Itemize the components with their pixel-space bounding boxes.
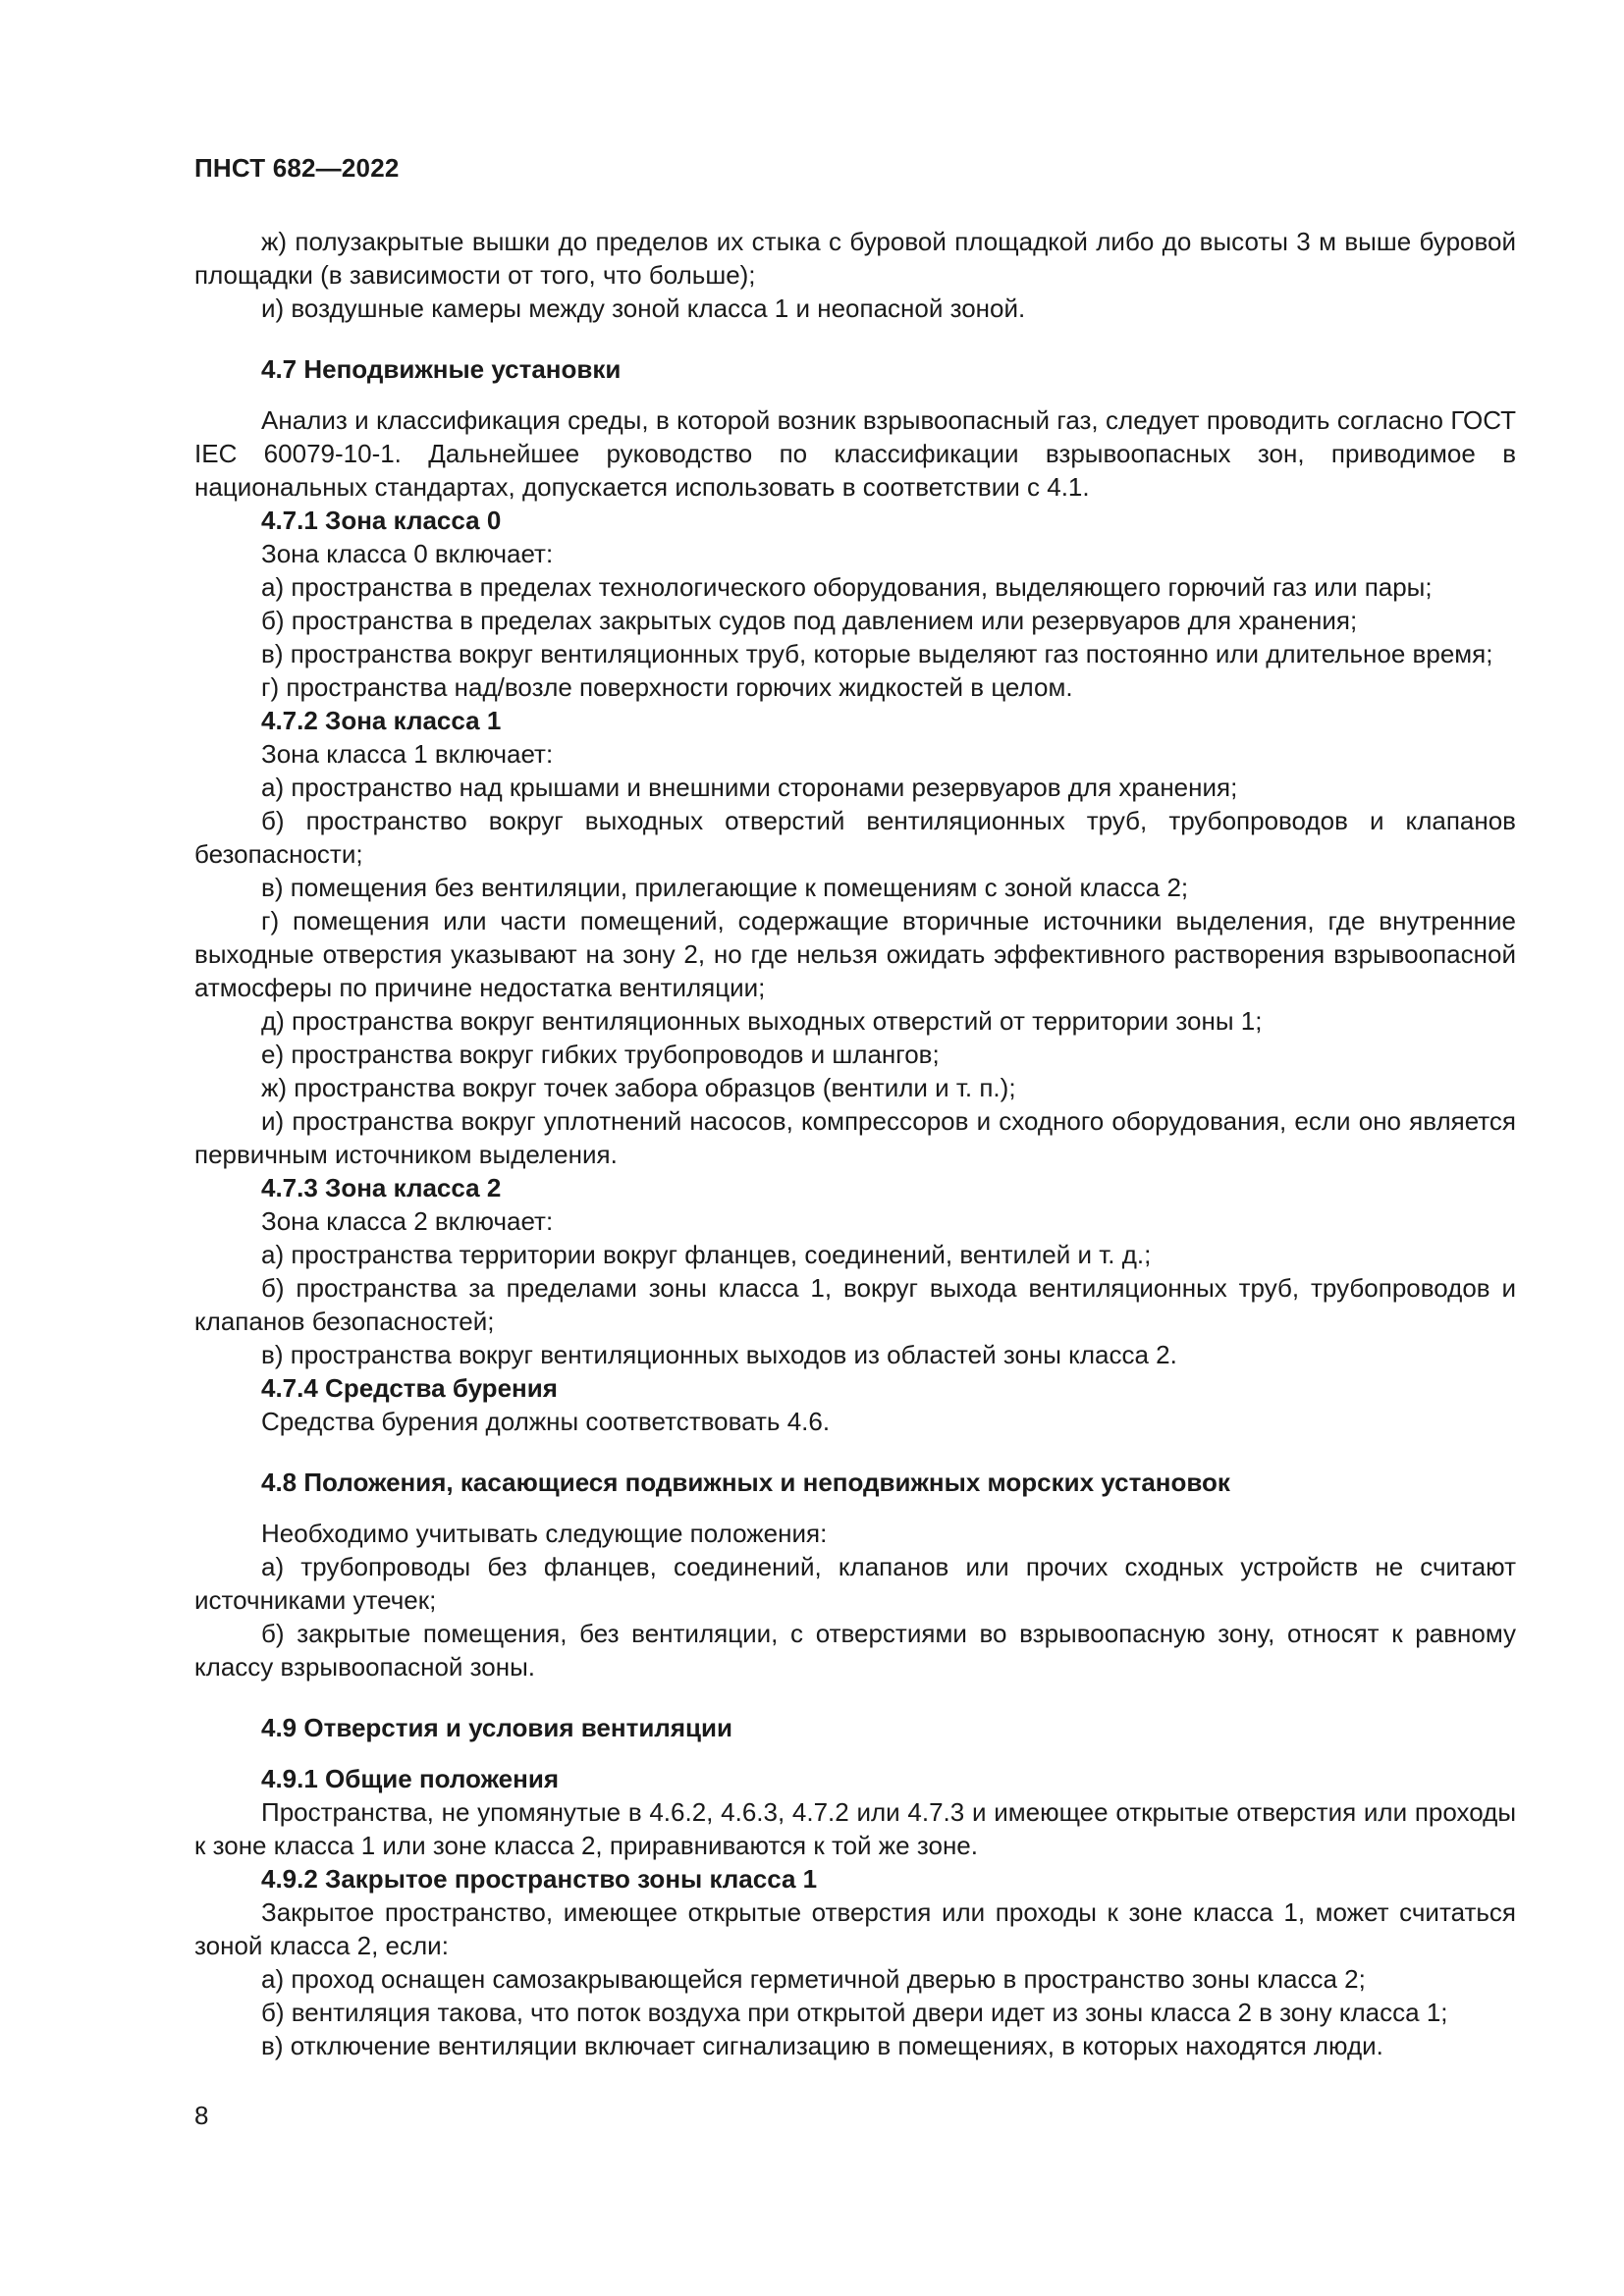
list-item: г) помещения или части помещений, содержащие вторичные источники выделения, где внутренние выходные отверстия указывают на зону 2, но где нельзя ожидать эффективного растворения взрывоопасной атмосферы по причине недостатка вентиляции; [194,906,1516,1002]
subsection-heading-4-9-1: 4.9.1 Общие положения [261,1764,559,1793]
list-item: е) пространства вокруг гибких трубопроводов и шлангов; [261,1040,940,1069]
section-heading-4-8: 4.8 Положения, касающиеся подвижных и неподвижных морских установок [261,1468,1230,1497]
subsection-heading-4-7-1: 4.7.1 Зона класса 0 [261,506,502,535]
page-number: 8 [194,2101,209,2130]
list-item: г) пространства над/возле поверхности горючих жидкостей в целом. [261,672,1073,702]
list-item: а) пространства территории вокруг фланцев, соединений, вентилей и т. д.; [261,1240,1152,1269]
section-heading-4-9: 4.9 Отверстия и условия вентиляции [261,1713,732,1742]
list-item: б) пространства за пределами зоны класса 1, вокруг выхода вентиляционных труб, трубопроводов и клапанов безопасностей; [194,1273,1516,1336]
list-item: б) пространства в пределах закрытых судов под давлением или резервуаров для хранения; [261,606,1358,635]
list-item: а) проход оснащен самозакрывающейся герметичной дверью в пространство зоны класса 2; [261,1964,1366,1994]
list-item: б) вентиляция такова, что поток воздуха при открытой двери идет из зоны класса 2 в зону класса 1; [261,1998,1448,2027]
list-item: б) закрытые помещения, без вентиляции, с отверстиями во взрывоопасную зону, относят к равному классу взрывоопасной зоны. [194,1619,1516,1682]
paragraph: Зона класса 0 включает: [261,539,554,568]
list-item: в) помещения без вентиляции, прилегающие к помещениям с зоной класса 2; [261,873,1189,902]
paragraph: Средства бурения должны соответствовать 4.6. [261,1407,831,1436]
paragraph: Необходимо учитывать следующие положения: [261,1519,828,1548]
paragraph: Анализ и классификация среды, в которой возник взрывоопасный газ, следует проводить согласно ГОСТ IEC 60079-10-1. Дальнейшее руководство по классификации взрывоопасных зон, приводимое в национальных стандартах, допускается использовать в соответствии с 4.1. [194,405,1516,502]
list-item: ж) пространства вокруг точек забора образцов (вентили и т. п.); [261,1073,1016,1102]
document-body [194,225,1516,2062]
section-heading-4-7: 4.7 Неподвижные установки [261,354,622,384]
subsection-heading-4-7-3: 4.7.3 Зона класса 2 [261,1173,502,1202]
list-item: б) пространство вокруг выходных отверстий вентиляционных труб, трубопроводов и клапанов безопасности; [194,806,1516,869]
subsection-heading-4-7-4: 4.7.4 Средства бурения [261,1373,558,1403]
list-item: в) отключение вентиляции включает сигнализацию в помещениях, в которых находятся люди. [261,2031,1383,2060]
list-item: а) трубопроводы без фланцев, соединений, клапанов или прочих сходных устройств не считают источниками утечек; [194,1552,1516,1615]
list-item: а) пространства в пределах технологического оборудования, выделяющего горючий газ или пары; [261,572,1433,602]
subsection-heading-4-7-2: 4.7.2 Зона класса 1 [261,706,502,735]
subsection-heading-4-9-2: 4.9.2 Закрытое пространство зоны класса 1 [261,1864,818,1894]
paragraph: ж) полузакрытые вышки до пределов их стыка с буровой площадкой либо до высоты 3 м выше буровой площадки (в зависимости от того, что больше); [194,227,1516,290]
paragraph: Зона класса 2 включает: [261,1206,554,1236]
list-item: и) пространства вокруг уплотнений насосов, компрессоров и сходного оборудования, если оно является первичным источником выделения. [194,1106,1516,1169]
paragraph: Зона класса 1 включает: [261,739,554,769]
paragraph: Пространства, не упомянутые в 4.6.2, 4.6.3, 4.7.2 или 4.7.3 и имеющее открытые отверстия или проходы к зоне класса 1 или зоне класса 2, приравниваются к той же зоне. [194,1797,1516,1860]
list-item: д) пространства вокруг вентиляционных выходных отверстий от территории зоны 1; [261,1006,1263,1036]
list-item: а) пространство над крышами и внешними сторонами резервуаров для хранения; [261,773,1238,802]
paragraph: и) воздушные камеры между зоной класса 1 и неопасной зоной. [261,294,1026,323]
document-code: ПНСТ 682—2022 [194,153,400,183]
paragraph: Закрытое пространство, имеющее открытые отверстия или проходы к зоне класса 1, может считаться зоной класса 2, если: [194,1897,1516,1960]
list-item: в) пространства вокруг вентиляционных выходов из областей зоны класса 2. [261,1340,1177,1369]
list-item: в) пространства вокруг вентиляционных труб, которые выделяют газ постоянно или длительное время; [261,639,1493,668]
